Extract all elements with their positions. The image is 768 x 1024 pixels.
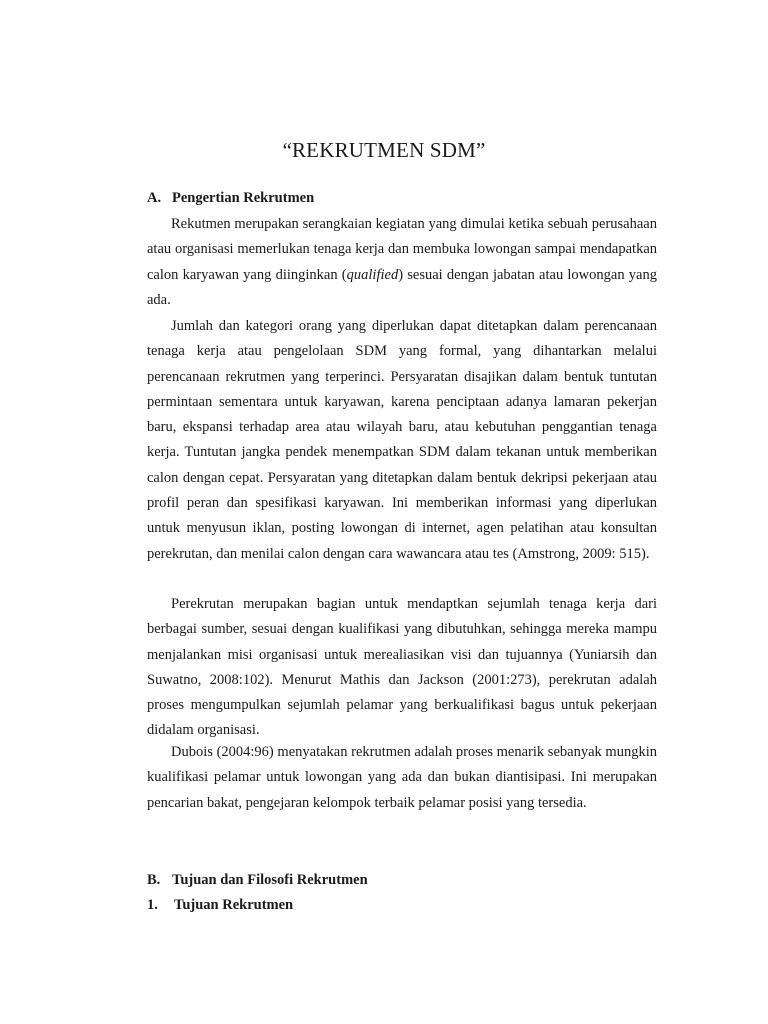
subsection-1-heading [147,897,293,914]
section-a-heading [147,190,314,207]
section-b-heading [147,872,368,889]
paragraph-3: Perekrutan merupakan bagian untuk mendaptkan sejumlah tenaga kerja dari berbagai sumber, sesuai dengan kualifikasi yang dibutuhkan, sehingga mereka mampu menjalankan misi organisasi untuk merealiasikan visi dan tujuannya (Yuniarsih dan Suwatno, 2008:102). Menurut Mathis dan Jackson (2001:273), perekrutan adalah proses mengumpulkan sejumlah pelamar yang berkualifikasi bagus untuk pekerjaan didalam organisasi. [147,596,657,739]
subsection-1-title: Tujuan Rekrutmen [174,897,294,913]
paragraph-2: Jumlah dan kategori orang yang diperlukan dapat ditetapkan dalam perencanaan tenaga kerja atau pengelolaan SDM yang formal, yang dihantarkan melalui perencanaan rekrutmen yang terperinci. Persyaratan disajikan dalam bentuk tuntutan permintaan sementara untuk karyawan, karena penciptaan adanya lamaran pekerjan baru, ekspansi terhadap area atau wilayah baru, atau kebutuhan penggantian tenaga kerja. Tuntutan jangka pendek menempatkan SDM dalam tekanan untuk memberikan calon dengan cepat. Persyaratan yang ditetapkan dalam bentuk dekripsi pekerjaan atau profil peran dan spesifikasi karyawan. Ini memberikan informasi yang diperlukan untuk menyusun iklan, posting lowongan di internet, agen pelatihan atau konsultan perekrutan, dan menilai calon dengan cara wawancara atau tes (Amstrong, 2009: 515). [147,318,657,562]
paragraph-4: Dubois (2004:96) menyatakan rekrutmen adalah proses menarik sebanyak mungkin kualifikasi pelamar untuk lowongan yang ada dan bukan diantisipasi. Ini merupakan pencarian bakat, pengejaran kelompok terbaik pelamar posisi yang tersedia. [147,744,657,811]
section-a-title: Pengertian Rekrutmen [172,190,315,206]
paragraph-1 [147,212,657,313]
paragraph-1-text-b: ) sesuai dengan jabatan atau lowongan yang ada. [147,266,657,308]
section-a-letter: A. [147,190,162,206]
paragraph-1-italic-term: qualified [346,266,399,283]
document-title: “REKRUTMEN SDM” [282,138,486,162]
section-b-letter: B. [147,872,161,888]
subsection-1-number: 1. [147,897,158,913]
section-b-title: Tujuan dan Filosofi Rekrutmen [172,872,368,888]
paragraph-1-text-a: Rekutmen merupakan serangkaian kegiatan yang dimulai ketika sebuah perusahaan atau organisasi memerlukan tenaga kerja dan membuka lowongan sampai mendapatkan calon karyawan yang diinginkan ( [147,216,657,283]
